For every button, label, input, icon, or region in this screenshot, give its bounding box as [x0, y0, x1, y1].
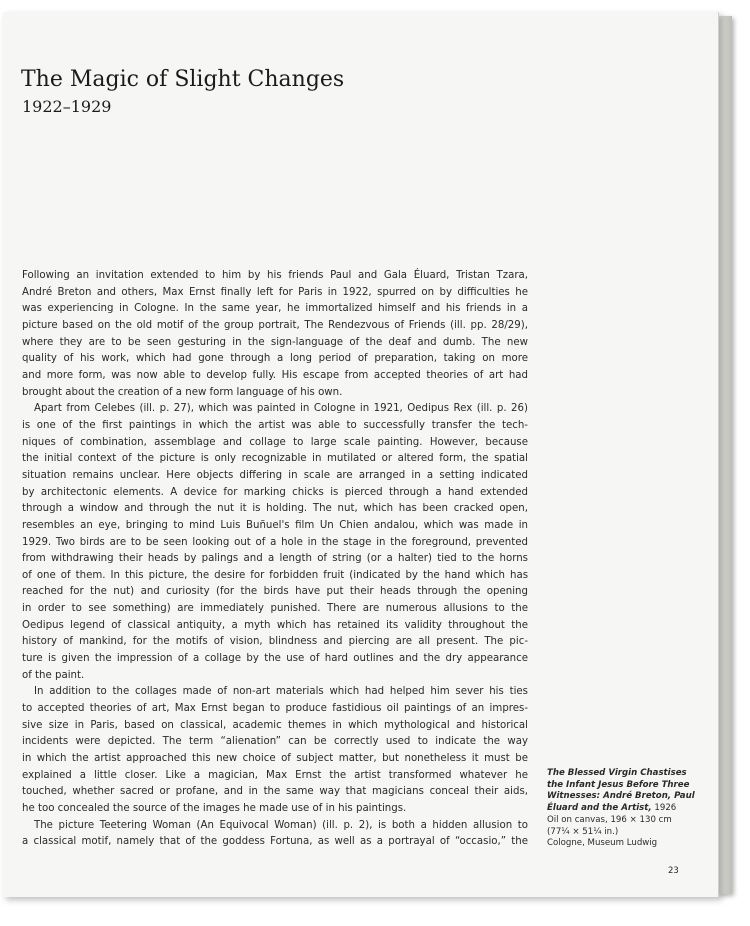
body-line: In addition to the collages made of non-art materials which had helped him sever his ties [34, 686, 528, 698]
body-line: of the paint. [22, 669, 85, 681]
body-line: Apart from Celebes (ill. p. 27), which was painted in Cologne in 1921, Oedipus Rex (ill. p. 26) [34, 403, 528, 415]
caption-title-line: the Infant Jesus Before Three [547, 779, 690, 790]
body-line: a classical motif, namely that of the goddess Fortuna, as well as a portrayal of “occasio,” the [22, 836, 528, 848]
body-line: he too concealed the source of the images he made use of in his paintings. [22, 803, 407, 814]
body-line: through a window and through the nut it is holding. The nut, which has been cracked open, [22, 503, 528, 515]
body-line: touched, whether sacred or profane, and in the same way that magicians conceal their aids, [22, 786, 528, 798]
body-line: the initial context of the picture is only recognizable in mutilated or altered form, the spatial [22, 453, 528, 465]
body-line: resembles an eye, bringing to mind Luis Buñuel's film Un Chien andalou, which was made in [22, 519, 528, 531]
body-line: history of mankind, for the motifs of vision, blindness and piercing are all present. The pic- [22, 636, 528, 648]
body-text [22, 268, 528, 851]
body-line: is one of the first paintings in which the artist was able to successfully transfer the tech- [22, 419, 528, 431]
body-line: 1929. Two birds are to be seen looking out of a hole in the stage in the foreground, prevented [22, 536, 528, 548]
caption-title-last [547, 803, 702, 815]
body-line: from withdrawing their heads by palings and a length of string (or a halter) tied to the horns [22, 553, 528, 565]
body-line: where they are to be seen gesturing in the sign-language of the deaf and dumb. The new [22, 336, 528, 348]
body-line: explained a little closer. Like a magician, Max Ernst the artist transformed whatever he [22, 769, 528, 781]
page-edge [718, 16, 732, 894]
body-line: by architectonic elements. A device for marking chicks is pierced through a hand extended [22, 486, 528, 498]
caption-inches: (77¼ × 51¼ in.) [547, 826, 619, 837]
page-number: 23 [668, 866, 679, 876]
caption-title-end: Éluard and the Artist, [547, 803, 652, 814]
body-line: quality of his work, which had gone through a long period of preparation, taking on more [22, 353, 528, 365]
body-line: reached for the nut) and curiosity (for the birds have put their heads through the opening [22, 586, 528, 598]
body-line: in order to see something) are immediately punished. There are numerous allusions to the [22, 603, 528, 615]
chapter-years: 1922–1929 [22, 97, 112, 116]
body-line: sive size in Paris, based on classical, academic themes in which mythological and historical [22, 719, 528, 731]
caption-title-line: The Blessed Virgin Chastises [547, 768, 687, 778]
caption-year: 1926 [651, 803, 677, 814]
chapter-title: The Magic of Slight Changes [21, 67, 345, 92]
body-line: was experiencing in Cologne. In the same year, he immortalized himself and his friends in a [22, 303, 528, 315]
body-line: Oedipus legend of classical antiquity, a myth which has retained its validity throughout the [22, 619, 528, 631]
figure-caption [547, 768, 702, 850]
body-line: in which the artist approached this new choice of subject matter, but nonetheless it must be [22, 753, 528, 765]
caption-medium: Oil on canvas, 196 × 130 cm [547, 814, 672, 825]
body-line: incidents were depicted. The term “alienation” can be correctly used to indicate the way [22, 736, 528, 748]
body-line: picture based on the old motif of the group portrait, The Rendezvous of Friends (ill. pp. 28/29), [22, 319, 528, 331]
body-line: niques of combination, assemblage and collage to large scale painting. However, because [22, 436, 528, 448]
body-line: The picture Teetering Woman (An Equivocal Woman) (ill. p. 2), is both a hidden allusion to [34, 819, 528, 831]
body-line: of one of them. In this picture, the desire for forbidden fruit (indicated by the hand which has [22, 569, 528, 581]
body-line: and more form, was now able to develop fully. His escape from accepted theories of art had [22, 369, 528, 381]
body-line: Following an invitation extended to him by his friends Paul and Gala Éluard, Tristan Tzara, [22, 270, 528, 281]
body-line: ture is given the impression of a collage by the use of hard outlines and the dry appearance [22, 653, 528, 665]
body-line: to accepted theories of art, Max Ernst began to produce fastidious oil paintings of an impres- [22, 703, 528, 715]
body-line: brought about the creation of a new form language of his own. [22, 386, 343, 398]
caption-title-line: Witnesses: André Breton, Paul [547, 791, 695, 802]
caption-collection: Cologne, Museum Ludwig [547, 838, 658, 849]
body-line: André Breton and others, Max Ernst finally left for Paris in 1922, spurred on by difficulties he [22, 286, 528, 298]
body-line: situation remains unclear. Here objects differing in scale are arranged in a setting indicated [22, 469, 528, 481]
